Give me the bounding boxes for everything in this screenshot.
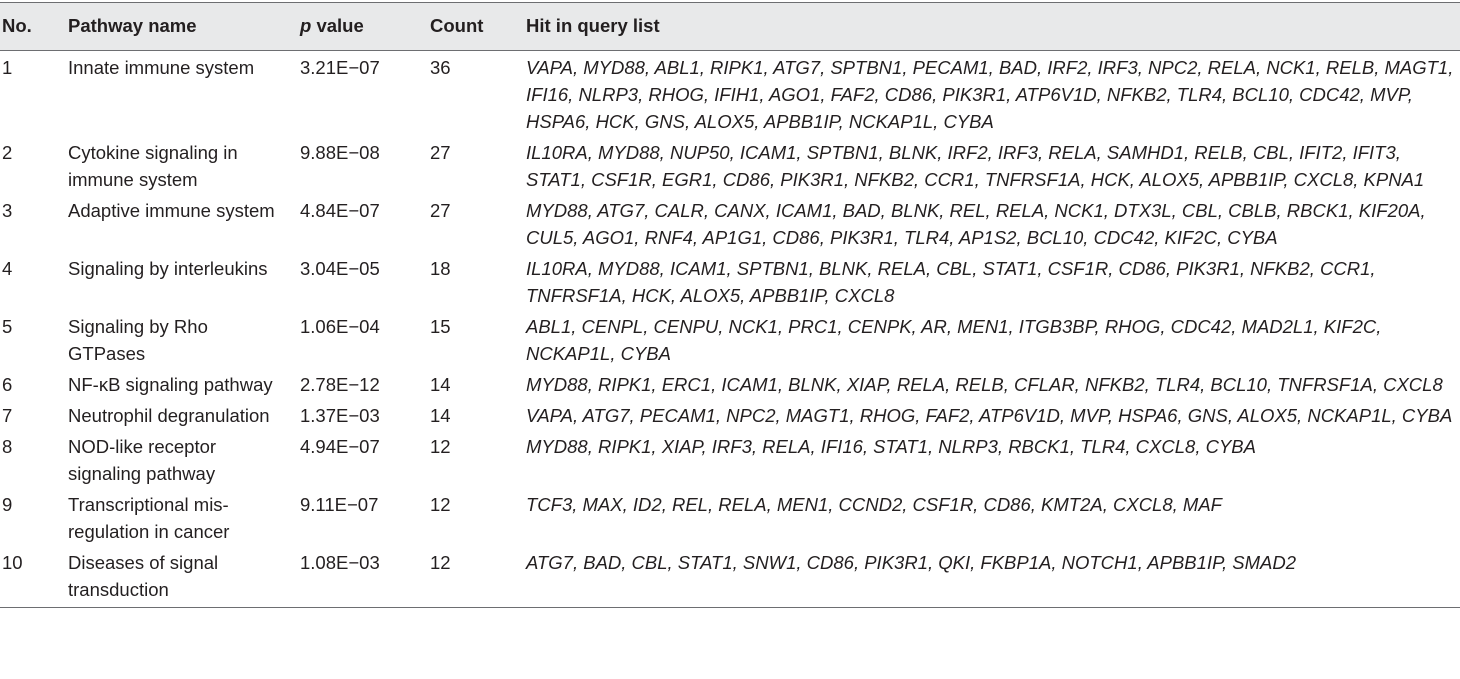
table-row bbox=[0, 430, 1460, 488]
header-row bbox=[0, 3, 1460, 51]
cell-pathway-name: Adaptive immune system bbox=[68, 200, 275, 221]
cell-pathway-name: Signaling by Rho GTPases bbox=[68, 316, 208, 364]
table-row bbox=[0, 252, 1460, 310]
table-row bbox=[0, 488, 1460, 546]
cell-hit-list: MYD88, RIPK1, XIAP, IRF3, RELA, IFI16, STAT1, NLRP3, RBCK1, TLR4, CXCL8, CYBA bbox=[526, 436, 1256, 457]
cell-no: 9 bbox=[2, 494, 13, 515]
table-row bbox=[0, 51, 1460, 137]
header-p-value bbox=[298, 3, 428, 51]
table-row bbox=[0, 368, 1460, 399]
cell-count: 12 bbox=[430, 494, 451, 515]
cell-pathway-name: Signaling by interleukins bbox=[68, 258, 268, 279]
cell-p-value: 1.08E−03 bbox=[300, 552, 380, 573]
cell-hit-list: TCF3, MAX, ID2, REL, RELA, MEN1, CCND2, CSF1R, CD86, KMT2A, CXCL8, MAF bbox=[526, 494, 1222, 515]
cell-count: 36 bbox=[430, 57, 451, 78]
cell-pathway-name: Innate immune system bbox=[68, 57, 255, 78]
table-row bbox=[0, 399, 1460, 430]
cell-hit-list: MYD88, ATG7, CALR, CANX, ICAM1, BAD, BLNK, REL, RELA, NCK1, DTX3L, CBL, CBLB, RBCK1, KIF20A, CUL5, AGO1, RNF4, AP1G1, CD86, PIK3R1, TLR4, AP1S2, BCL10, CDC42, KIF2C, CYBA bbox=[526, 200, 1426, 248]
cell-pathway-name: Diseases of signal transduction bbox=[68, 552, 219, 600]
table-row bbox=[0, 310, 1460, 368]
table-row bbox=[0, 136, 1460, 194]
cell-no: 10 bbox=[2, 552, 23, 573]
cell-no: 7 bbox=[2, 405, 13, 426]
header-hit-list: Hit in query list bbox=[526, 15, 660, 36]
table-row bbox=[0, 194, 1460, 252]
header-p-rest: value bbox=[311, 15, 364, 36]
cell-pathway-name: Neutrophil degranulation bbox=[68, 405, 270, 426]
cell-hit-list: VAPA, MYD88, ABL1, RIPK1, ATG7, SPTBN1, PECAM1, BAD, IRF2, IRF3, NPC2, RELA, NCK1, RELB, MAGT1, IFI16, NLRP3, RHOG, IFIH1, AGO1, FAF2, CD86, PIK3R1, ATP6V1D, NFKB2, TLR4, BCL10, CDC42, MVP, HSPA6, HCK, GNS, ALOX5, APBB1IP, NCKAP1L, CYBA bbox=[526, 57, 1454, 132]
pathway-table bbox=[0, 2, 1460, 608]
cell-p-value: 9.88E−08 bbox=[300, 142, 380, 163]
cell-p-value: 9.11E−07 bbox=[300, 494, 379, 515]
cell-pathway-name: NOD-like receptor signaling pathway bbox=[68, 436, 217, 484]
table-body bbox=[0, 51, 1460, 608]
cell-no: 3 bbox=[2, 200, 13, 221]
cell-p-value: 4.84E−07 bbox=[300, 200, 380, 221]
cell-no: 5 bbox=[2, 316, 13, 337]
cell-hit-list: MYD88, RIPK1, ERC1, ICAM1, BLNK, XIAP, RELA, RELB, CFLAR, NFKB2, TLR4, BCL10, TNFRSF1A, CXCL8 bbox=[526, 374, 1443, 395]
cell-count: 18 bbox=[430, 258, 451, 279]
cell-no: 1 bbox=[2, 57, 13, 78]
cell-hit-list: VAPA, ATG7, PECAM1, NPC2, MAGT1, RHOG, FAF2, ATP6V1D, MVP, HSPA6, GNS, ALOX5, NCKAP1L, CYBA bbox=[526, 405, 1453, 426]
cell-hit-list: ATG7, BAD, CBL, STAT1, SNW1, CD86, PIK3R1, QKI, FKBP1A, NOTCH1, APBB1IP, SMAD2 bbox=[526, 552, 1297, 573]
table-header bbox=[0, 3, 1460, 51]
cell-count: 14 bbox=[430, 374, 451, 395]
cell-count: 15 bbox=[430, 316, 451, 337]
cell-p-value: 2.78E−12 bbox=[300, 374, 380, 395]
cell-p-value: 4.94E−07 bbox=[300, 436, 380, 457]
header-p-italic: p bbox=[300, 15, 312, 36]
header-count: Count bbox=[430, 15, 484, 36]
header-no: No. bbox=[2, 15, 32, 36]
cell-hit-list: ABL1, CENPL, CENPU, NCK1, PRC1, CENPK, AR, MEN1, ITGB3BP, RHOG, CDC42, MAD2L1, KIF2C, NCKAP1L, CYBA bbox=[526, 316, 1382, 364]
cell-no: 8 bbox=[2, 436, 13, 457]
cell-count: 27 bbox=[430, 200, 451, 221]
cell-no: 4 bbox=[2, 258, 13, 279]
cell-hit-list: IL10RA, MYD88, ICAM1, SPTBN1, BLNK, RELA, CBL, STAT1, CSF1R, CD86, PIK3R1, NFKB2, CCR1, TNFRSF1A, HCK, ALOX5, APBB1IP, CXCL8 bbox=[526, 258, 1376, 306]
cell-count: 12 bbox=[430, 436, 451, 457]
cell-p-value: 1.37E−03 bbox=[300, 405, 380, 426]
cell-count: 14 bbox=[430, 405, 451, 426]
cell-no: 2 bbox=[2, 142, 13, 163]
cell-p-value: 3.04E−05 bbox=[300, 258, 380, 279]
cell-pathway-name: Transcriptional mis-regulation in cancer bbox=[68, 494, 230, 542]
cell-p-value: 1.06E−04 bbox=[300, 316, 380, 337]
table-row bbox=[0, 546, 1460, 608]
cell-p-value: 3.21E−07 bbox=[300, 57, 380, 78]
cell-count: 12 bbox=[430, 552, 451, 573]
header-pathway-name: Pathway name bbox=[68, 15, 197, 36]
cell-no: 6 bbox=[2, 374, 13, 395]
cell-pathway-name: NF-κB signaling pathway bbox=[68, 374, 273, 395]
cell-count: 27 bbox=[430, 142, 451, 163]
cell-pathway-name: Cytokine signaling in immune system bbox=[68, 142, 238, 190]
cell-hit-list: IL10RA, MYD88, NUP50, ICAM1, SPTBN1, BLNK, IRF2, IRF3, RELA, SAMHD1, RELB, CBL, IFIT2, IFIT3, STAT1, CSF1R, EGR1, CD86, PIK3R1, NFKB2, CCR1, TNFRSF1A, HCK, ALOX5, APBB1IP, CXCL8, KPNA1 bbox=[526, 142, 1425, 190]
